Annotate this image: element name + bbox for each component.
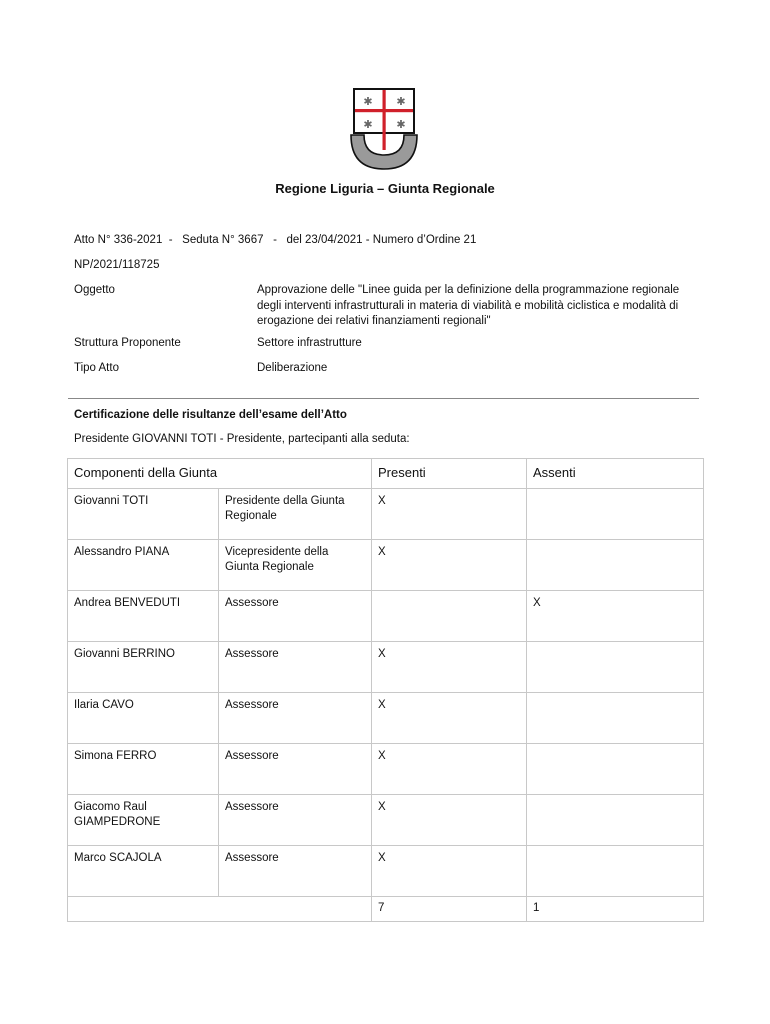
member-name: Marco SCAJOLA (68, 846, 219, 897)
totals-row (68, 897, 704, 922)
atto-info: Atto N° 336-2021 - Seduta N° 3667 - del 23/04/2021 - Numero d’Ordine 21 (74, 234, 477, 246)
struttura-value: Settore infrastrutture (257, 337, 362, 349)
member-presente: X (372, 846, 527, 897)
member-assente (527, 489, 704, 540)
protocol-number: NP/2021/118725 (74, 259, 160, 271)
oggetto-label: Oggetto (74, 284, 115, 296)
document-title: Regione Liguria – Giunta Regionale (275, 181, 495, 196)
svg-text:✱: ✱ (363, 118, 373, 131)
member-presente: X (372, 693, 527, 744)
tipo-atto-label: Tipo Atto (74, 362, 119, 374)
member-presente: X (372, 795, 527, 846)
member-assente (527, 744, 704, 795)
struttura-label: Struttura Proponente (74, 337, 181, 349)
member-presente (372, 591, 527, 642)
table-header-row (68, 459, 704, 489)
header-assenti: Assenti (527, 459, 704, 489)
header-presenti: Presenti (372, 459, 527, 489)
header-componenti: Componenti della Giunta (68, 459, 372, 489)
member-name: Ilaria CAVO (68, 693, 219, 744)
giunta-table (67, 458, 704, 922)
table-row (68, 693, 704, 744)
regione-liguria-coat-of-arms-icon (348, 87, 420, 171)
member-presente: X (372, 642, 527, 693)
tipo-atto-value: Deliberazione (257, 362, 328, 374)
section-divider (68, 398, 699, 399)
table-row (68, 489, 704, 540)
member-presente: X (372, 489, 527, 540)
total-assenti: 1 (527, 897, 704, 922)
member-name: Giovanni TOTI (68, 489, 219, 540)
member-name: Andrea BENVEDUTI (68, 591, 219, 642)
member-role: Presidente della Giunta Regionale (219, 489, 372, 540)
member-role: Assessore (219, 744, 372, 795)
member-name: Giovanni BERRINO (68, 642, 219, 693)
table-row (68, 846, 704, 897)
member-presente: X (372, 540, 527, 591)
member-name: Simona FERRO (68, 744, 219, 795)
member-assente (527, 846, 704, 897)
member-role: Vicepresidente della Giunta Regionale (219, 540, 372, 591)
member-assente (527, 642, 704, 693)
member-role: Assessore (219, 693, 372, 744)
certification-title: Certificazione delle risultanze dell’esame dell’Atto (74, 409, 347, 421)
totals-label-cell (68, 897, 372, 922)
certification-line: Presidente GIOVANNI TOTI - Presidente, partecipanti alla seduta: (74, 433, 410, 445)
member-assente: X (527, 591, 704, 642)
member-assente (527, 540, 704, 591)
table-row (68, 540, 704, 591)
table-row (68, 744, 704, 795)
member-role: Assessore (219, 846, 372, 897)
table-row (68, 642, 704, 693)
member-assente (527, 693, 704, 744)
member-role: Assessore (219, 591, 372, 642)
member-name: Giacomo Raul GIAMPEDRONE (68, 795, 219, 846)
svg-text:✱: ✱ (363, 95, 373, 108)
total-presenti: 7 (372, 897, 527, 922)
svg-text:✱: ✱ (396, 95, 406, 108)
member-assente (527, 795, 704, 846)
svg-text:✱: ✱ (396, 118, 406, 131)
table-row (68, 795, 704, 846)
oggetto-value: Approvazione delle "Linee guida per la definizione della programmazione regionale degli interventi infrastrutturali in materia di viabilità e mobilità ciclistica e modalità di erogazione dei relativi finanziamenti regionali" (257, 284, 680, 327)
table-row (68, 591, 704, 642)
member-presente: X (372, 744, 527, 795)
member-name: Alessandro PIANA (68, 540, 219, 591)
member-role: Assessore (219, 642, 372, 693)
member-role: Assessore (219, 795, 372, 846)
